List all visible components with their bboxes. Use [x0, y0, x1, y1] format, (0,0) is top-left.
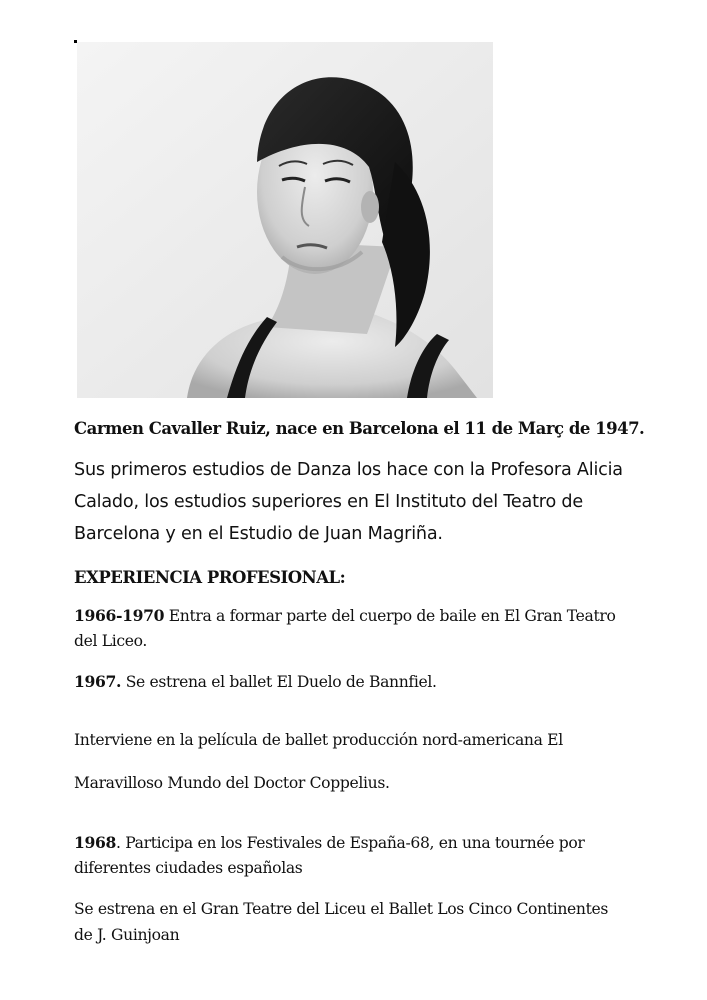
entry-year: 1968 — [74, 833, 117, 852]
entry-1968-continuation: diferentes ciudades españolas — [74, 859, 303, 877]
entry-liceu-line-2: de J. Guinjoan — [74, 926, 180, 944]
entry-1966 — [74, 606, 616, 625]
headline: Carmen Cavaller Ruiz, nace en Barcelona el 11 de Marҫ de 1947. — [74, 419, 645, 438]
entry-film-line-2: Maravilloso Mundo del Doctor Coppelius. — [74, 774, 390, 792]
portrait-photo — [77, 42, 493, 398]
entry-liceu-line-1: Se estrena en el Gran Teatre del Liceu el Ballet Los Cinco Continentes — [74, 900, 609, 918]
entry-1967 — [74, 672, 437, 691]
entry-film-line-1: Interviene en la película de ballet producción nord-americana El — [74, 731, 563, 749]
intro-line-1: Sus primeros estudios de Danza los hace con la Profesora Alicia — [74, 460, 623, 480]
section-title: EXPERIENCIA PROFESIONAL: — [74, 568, 346, 587]
entry-text: . Participa en los Festivales de España-68, en una tournée por — [116, 834, 585, 852]
entry-1966-continuation: del Liceo. — [74, 632, 148, 650]
entry-year: 1966-1970 — [74, 606, 165, 625]
entry-text: Se estrena el ballet El Duelo de Bannfiel. — [121, 673, 437, 691]
entry-text: Entra a formar parte del cuerpo de baile en El Gran Teatro — [164, 607, 616, 625]
entry-1968 — [74, 833, 584, 852]
intro-line-3: Barcelona y en el Estudio de Juan Magriña. — [74, 524, 443, 544]
intro-line-2: Calado, los estudios superiores en El Instituto del Teatro de — [74, 492, 583, 512]
entry-year: 1967. — [74, 672, 122, 691]
